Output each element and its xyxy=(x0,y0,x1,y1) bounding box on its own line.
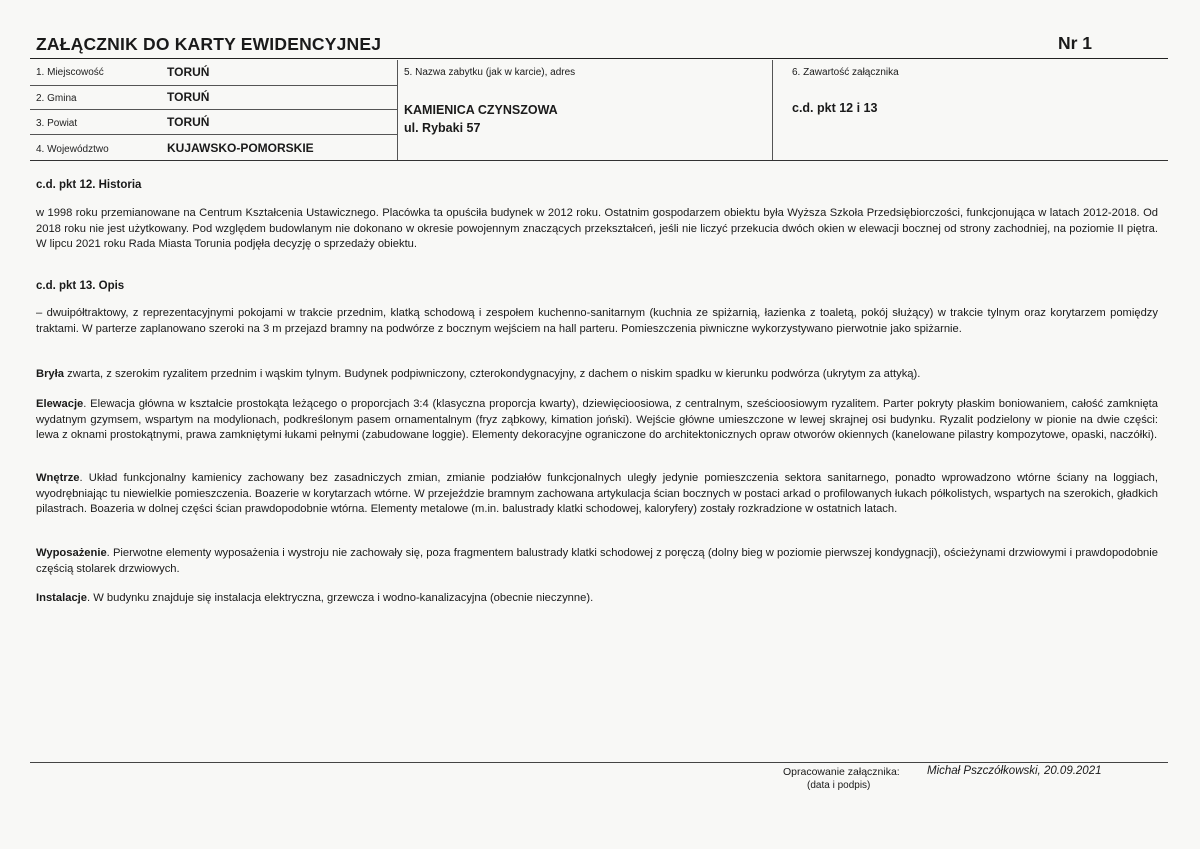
metadata-table xyxy=(30,60,1168,161)
field-value: TORUŃ xyxy=(167,90,210,104)
bryla-paragraph xyxy=(36,367,1158,383)
attachment-number: Nr 1 xyxy=(1057,33,1092,53)
field-label: 3. Powiat xyxy=(36,118,78,129)
contents-value: c.d. pkt 12 i 13 xyxy=(792,101,878,115)
opis-heading: c.d. pkt 13. Opis xyxy=(36,280,125,292)
wnetrze-label: Wnętrze xyxy=(36,472,80,484)
monument-label: 5. Nazwa zabytku (jak w karcie), adres xyxy=(404,67,576,78)
field-wojewodztwo xyxy=(30,134,397,160)
historia-text: w 1998 roku przemianowane na Centrum Kształcenia Ustawicznego. Placówka ta opuściła budynek w 2012 roku. Ostatnim gospodarzem obiektu była Wyższa Szkoła Przedsiębiorczości, funkcjonująca w latach 2012-2018. Od 2018 roku nie jest użytkowany. Pod względem budowlanym nie dokonano w okresie powojennym znaczących przekształceń, jeśli nie liczyć przekucia dwóch okien w elewacji bocznej od strony zachodniej, na poziomie II piętra. W lipcu 2021 roku Rada Miasta Torunia podjęła decyzję o sprzedaży obiektu. xyxy=(36,207,1158,250)
footer-author-signature: Michał Pszczółkowski, 20.09.2021 xyxy=(927,765,1102,777)
header-divider xyxy=(30,58,1168,59)
field-value: TORUŃ xyxy=(167,65,210,79)
wyposazenie-text: . Pierwotne elementy wyposażenia i wystroju nie zachowały się, poza fragmentem balustrady klatki schodowej z poręczą (dolny bieg w poziomie pierwszej kondygnacji), ościeżynami drzwiowymi i prawdopodobnie częścią stolarek drzwiowych. xyxy=(36,547,1158,575)
location-fields xyxy=(30,60,397,160)
field-label: 4. Województwo xyxy=(36,144,109,155)
field-label: 1. Miejscowość xyxy=(36,67,104,78)
elewacje-paragraph xyxy=(36,397,1158,444)
contents-label: 6. Zawartość załącznika xyxy=(792,67,899,78)
wnetrze-paragraph xyxy=(36,471,1158,518)
footer-sublabel: (data i podpis) xyxy=(807,780,871,791)
wyposazenie-label: Wyposażenie xyxy=(36,547,107,559)
field-label: 2. Gmina xyxy=(36,93,77,104)
footer-label: Opracowanie załącznika: xyxy=(783,766,900,778)
field-value: KUJAWSKO-POMORSKIE xyxy=(167,141,314,155)
field-gmina xyxy=(30,85,397,110)
bryla-text: zwarta, z szerokim ryzalitem przednim i wąskim tylnym. Budynek podpiwniczony, czterokondygnacyjny, z dachem o niskim spadku w kierunku podwórza (ukrytym za attyką). xyxy=(64,368,921,380)
monument-address: ul. Rybaki 57 xyxy=(404,121,481,135)
historia-heading: c.d. pkt 12. Historia xyxy=(36,179,142,191)
monument-name: KAMIENICA CZYNSZOWA xyxy=(404,103,558,117)
bryla-label: Bryła xyxy=(36,368,64,380)
wyposazenie-paragraph xyxy=(36,546,1158,577)
field-miejscowosc xyxy=(30,60,397,86)
instalacje-text: . W budynku znajduje się instalacja elektryczna, grzewcza i wodno-kanalizacyjna (obecnie nieczynne). xyxy=(87,592,594,604)
column-divider xyxy=(772,60,773,160)
field-powiat xyxy=(30,109,397,135)
elewacje-text: . Elewacja główna w kształcie prostokąta leżącego o proporcjach 3:4 (klasyczna proporcja kwarty), dziewięcioosiowa, z centralnym, sześcioosiowym ryzalitem. Parter pokryty płaskim boniowaniem, całość zamknięta wydatnym gzymsem, wspartym na modylionach, podkreślonym pasem ornamentalnym (fryz ząbkowy, kimation joński). Wejście główne umieszczone w lewej skrajnej osi budynku. Ryzalit podzielony w pionie na dwie części: lewa z oknami prostokątnymi, prawa zamkniętymi łukami pełnymi (zabudowane loggie). Elementy dekoracyjne ograniczone do architektonicznych opraw otworów okiennych (kanelowane pilastry kompozytowe, opaski, naczółki). xyxy=(36,398,1158,441)
column-divider xyxy=(397,60,398,160)
opis-intro: – dwuipółtraktowy, z reprezentacyjnymi pokojami w trakcie przednim, klatką schodową i zespołem kuchenno-sanitarnym (kuchnia ze spiżarnią, łazienka z toaletą, pokój służący) w trakcie tylnym oraz korytarzem pomiędzy traktami. W parterze zaplanowano szeroki na 3 m przejazd bramny na podwórze z bocznym wejściem na hall parteru. Pomieszczenia piwniczne wykorzystywano pierwotnie jako spiżarnie. xyxy=(36,307,1158,335)
page-title: ZAŁĄCZNIK DO KARTY EWIDENCYJNEJ xyxy=(36,34,382,54)
footer-divider xyxy=(30,762,1168,763)
field-value: TORUŃ xyxy=(167,115,210,129)
instalacje-label: Instalacje xyxy=(36,592,87,604)
instalacje-paragraph xyxy=(36,591,1158,607)
elewacje-label: Elewacje xyxy=(36,398,84,410)
wnetrze-text: . Układ funkcjonalny kamienicy zachowany bez zasadniczych zmian, zmianie podziałów funkcjonalnych uległy jedynie pomieszczenia sektora sanitarnego, ponadto wprowadzono wtórne ściany na loggiach, wyodrębniając tu niewielkie pomieszczenia. Boazerie w korytarzach wtórne. W przejeździe bramnym zachowana artykulacja ścian bocznych w postaci arkad o profilowanych łukach półkolistych, wspartych na szerokich, gładkich pilastrach. Boazeria w dolnej części ścian prawdopodobnie wtórna. Elementy metalowe (m.in. balustrady klatki schodowej, kaloryfery) zostały rozkradzione w ostatnich latach. xyxy=(36,472,1158,515)
